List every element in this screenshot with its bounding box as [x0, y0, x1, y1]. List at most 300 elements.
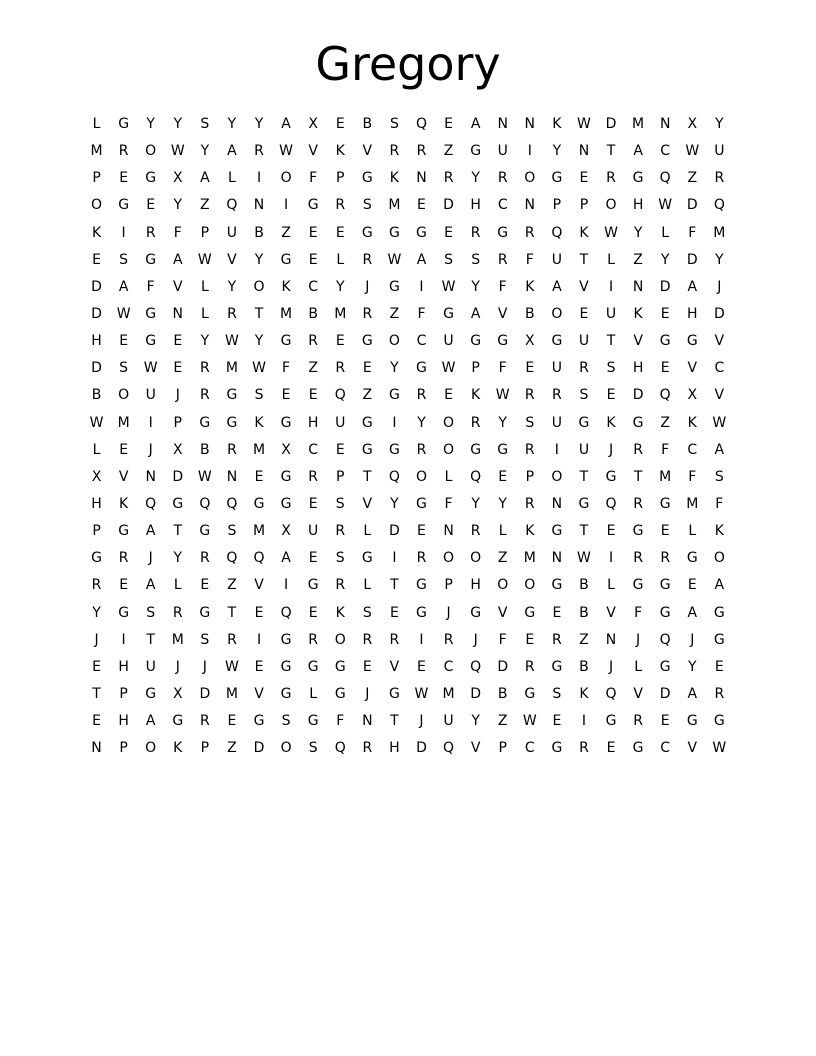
grid-letter: Q [659, 631, 671, 648]
grid-letter: J [636, 631, 641, 648]
grid-letter: V [254, 577, 264, 594]
grid-letter: W [89, 414, 104, 431]
grid-letter: J [94, 631, 99, 648]
grid-letter: E [660, 713, 670, 730]
grid-letter: S [444, 251, 453, 268]
grid-letter: C [416, 333, 427, 350]
grid-letter: W [143, 360, 158, 377]
grid-letter: F [309, 170, 318, 187]
grid-letter: E [525, 631, 535, 648]
grid-letter: Z [660, 414, 670, 431]
grid-letter: T [254, 306, 264, 323]
grid-letter: I [256, 170, 262, 187]
grid-letter: G [659, 604, 671, 621]
grid-letter: Y [227, 278, 237, 295]
grid-letter: R [199, 550, 210, 567]
grid-letter: O [443, 441, 455, 458]
grid-letter: X [281, 523, 291, 540]
grid-letter: L [200, 278, 209, 295]
grid-letter: T [363, 468, 372, 485]
grid-letter: R [497, 251, 508, 268]
grid-letter: L [444, 468, 453, 485]
grid-letter: A [416, 251, 427, 268]
grid-letter: X [172, 686, 183, 703]
grid-letter: G [470, 441, 482, 458]
grid-letter: T [92, 686, 101, 703]
grid-letter: N [145, 468, 156, 485]
grid-letter: K [335, 143, 345, 160]
grid-letter: C [497, 197, 508, 214]
grid-letter: D [389, 523, 400, 540]
grid-letter: J [446, 604, 451, 621]
grid-letter: R [118, 550, 129, 567]
grid-letter: D [713, 306, 725, 323]
grid-letter: C [660, 740, 671, 757]
grid-row [83, 220, 733, 247]
grid-letter: E [417, 197, 426, 214]
grid-letter: L [688, 523, 697, 540]
grid-letter: G [226, 414, 238, 431]
grid-letter: W [225, 333, 239, 350]
grid-letter: I [581, 713, 587, 730]
grid-letter: G [280, 333, 292, 350]
grid-letter: T [633, 468, 643, 485]
grid-letter: S [119, 251, 129, 268]
grid-letter: R [524, 496, 535, 513]
grid-letter: M [252, 523, 266, 540]
grid-letter: Q [659, 170, 671, 187]
grid-letter: E [308, 251, 318, 268]
grid-letter: A [687, 686, 698, 703]
grid-letter: J [690, 631, 695, 648]
grid-letter: E [606, 740, 616, 757]
grid-letter: Y [660, 251, 670, 268]
grid-letter: V [389, 658, 400, 675]
grid-letter: G [497, 441, 509, 458]
grid-letter: R [227, 306, 237, 323]
grid-letter: R [308, 631, 319, 648]
grid-letter: K [687, 414, 697, 431]
grid-letter: G [334, 658, 346, 675]
grid-letter: G [307, 197, 319, 214]
grid-letter: J [608, 658, 614, 675]
grid-letter: K [525, 523, 535, 540]
grid-letter: V [687, 740, 698, 757]
grid-letter: W [197, 251, 212, 268]
grid-letter: D [686, 197, 698, 214]
grid-letter: P [498, 740, 507, 757]
grid-letter: A [281, 550, 291, 567]
grid-letter: Q [253, 550, 265, 567]
grid-letter: G [388, 387, 400, 404]
grid-letter: H [470, 577, 481, 594]
grid-letter: O [551, 468, 563, 485]
grid-letter: U [551, 251, 562, 268]
grid-letter: J [365, 278, 370, 295]
grid-letter: I [121, 224, 126, 241]
grid-letter: A [145, 523, 156, 540]
grid-letter: E [254, 604, 264, 621]
grid-letter: D [416, 740, 427, 757]
grid-row [83, 355, 733, 382]
grid-letter: R [335, 523, 346, 540]
grid-letter: E [119, 577, 129, 594]
grid-letter: D [172, 468, 184, 485]
grid-letter: R [714, 686, 725, 703]
grid-letter: M [117, 414, 130, 431]
grid-letter: B [579, 658, 589, 675]
grid-letter: C [308, 278, 319, 295]
grid-letter: Y [498, 496, 507, 513]
grid-letter: K [633, 306, 643, 323]
grid-letter: A [172, 251, 183, 268]
grid-letter: P [119, 740, 128, 757]
grid-letter: P [119, 686, 128, 703]
grid-letter: G [605, 468, 617, 485]
grid-letter: J [202, 658, 207, 675]
grid-letter: Y [471, 713, 480, 730]
grid-letter: W [441, 278, 456, 295]
grid-letter: F [146, 278, 155, 295]
grid-letter: H [389, 740, 400, 757]
grid-letter: F [417, 306, 426, 323]
grid-letter: R [335, 577, 346, 594]
grid-letter: O [280, 170, 292, 187]
grid-letter: G [551, 658, 563, 675]
grid-letter: W [387, 251, 402, 268]
grid-letter: S [281, 713, 291, 730]
grid-letter: T [227, 604, 237, 621]
grid-letter: R [524, 224, 535, 241]
grid-letter: E [660, 360, 670, 377]
grid-letter: F [715, 496, 724, 513]
grid-letter: E [119, 441, 129, 458]
grid-letter: T [606, 143, 616, 160]
grid-letter: I [392, 414, 397, 431]
grid-letter: G [497, 333, 509, 350]
grid-letter: O [415, 468, 427, 485]
grid-letter: N [226, 468, 238, 485]
grid-letter: D [253, 740, 265, 757]
grid-letter: T [579, 251, 589, 268]
grid-letter: W [604, 224, 618, 241]
grid-letter: M [171, 631, 184, 648]
grid-letter: D [659, 686, 671, 703]
grid-letter: D [91, 360, 102, 377]
grid-letter: F [173, 224, 182, 241]
grid-letter: Z [362, 387, 373, 404]
grid-letter: M [280, 306, 293, 323]
grid-letter: X [687, 116, 698, 133]
grid-letter: G [470, 143, 482, 160]
grid-letter: W [712, 740, 727, 757]
grid-letter: G [632, 523, 644, 540]
grid-letter: O [443, 414, 455, 431]
grid-letter: E [444, 224, 453, 241]
grid-letter: L [173, 577, 182, 594]
grid-letter: E [525, 360, 535, 377]
grid-letter: S [146, 604, 156, 621]
grid-letter: F [525, 251, 534, 268]
grid-letter: T [390, 577, 399, 594]
grid-letter: G [280, 468, 292, 485]
grid-letter: G [145, 170, 157, 187]
grid-letter: C [443, 658, 454, 675]
grid-letter: D [91, 306, 102, 323]
grid-letter: G [361, 550, 373, 567]
grid-letter: E [687, 577, 697, 594]
grid-letter: E [308, 604, 318, 621]
grid-letter: N [416, 170, 427, 187]
word-search-grid [83, 111, 733, 762]
grid-letter: A [227, 143, 237, 160]
grid-letter: D [686, 251, 698, 268]
grid-letter: E [173, 360, 183, 377]
grid-letter: X [281, 441, 291, 458]
grid-letter: G [118, 116, 130, 133]
grid-letter: E [92, 713, 101, 730]
grid-letter: E [579, 306, 589, 323]
grid-letter: O [551, 306, 563, 323]
grid-letter: R [497, 170, 508, 187]
grid-letter: W [577, 116, 591, 133]
grid-letter: P [200, 224, 210, 241]
grid-letter: G [686, 333, 698, 350]
grid-row [83, 274, 733, 301]
grid-letter: F [498, 631, 507, 648]
grid-letter: R [443, 631, 454, 648]
grid-letter: R [552, 387, 562, 404]
grid-letter: V [362, 143, 373, 160]
grid-letter: E [552, 713, 562, 730]
grid-letter: H [632, 360, 644, 377]
grid-letter: T [390, 713, 399, 730]
grid-letter: E [498, 468, 508, 485]
grid-letter: I [284, 197, 289, 214]
grid-letter: R [579, 360, 589, 377]
grid-letter: A [687, 604, 698, 621]
grid-letter: S [335, 496, 345, 513]
grid-letter: P [525, 468, 535, 485]
grid-letter: G [632, 577, 644, 594]
grid-letter: C [524, 740, 535, 757]
grid-letter: C [660, 143, 671, 160]
grid-letter: E [335, 224, 345, 241]
grid-letter: R [714, 170, 725, 187]
grid-letter: M [523, 550, 536, 567]
grid-row [83, 545, 733, 572]
grid-letter: B [579, 577, 589, 594]
grid-letter: Q [199, 496, 211, 513]
grid-letter: G [199, 604, 211, 621]
grid-letter: I [608, 278, 614, 295]
grid-letter: G [280, 686, 292, 703]
grid-letter: I [148, 414, 153, 431]
grid-letter: Z [227, 740, 237, 757]
grid-letter: Z [308, 360, 318, 377]
grid-letter: G [713, 713, 725, 730]
grid-letter: Q [226, 496, 238, 513]
grid-letter: G [361, 441, 373, 458]
grid-letter: H [470, 197, 481, 214]
grid-letter: E [308, 387, 318, 404]
grid-letter: N [659, 116, 671, 133]
grid-letter: Y [498, 414, 507, 431]
grid-letter: E [335, 441, 345, 458]
grid-letter: T [606, 333, 616, 350]
grid-letter: S [579, 387, 589, 404]
grid-letter: G [361, 170, 373, 187]
grid-letter: O [470, 550, 482, 567]
grid-letter: M [686, 496, 699, 513]
grid-letter: H [632, 197, 644, 214]
grid-letter: G [551, 170, 563, 187]
grid-letter: Q [659, 387, 671, 404]
grid-letter: N [632, 278, 644, 295]
grid-letter: X [172, 441, 183, 458]
grid-letter: G [416, 577, 427, 594]
grid-letter: V [118, 468, 129, 485]
grid-letter: U [335, 414, 346, 431]
grid-letter: E [552, 604, 562, 621]
grid-row [83, 708, 733, 735]
grid-letter: D [199, 686, 211, 703]
grid-letter: G [524, 686, 536, 703]
grid-letter: R [416, 441, 427, 458]
grid-letter: R [470, 414, 481, 431]
grid-letter: W [225, 658, 239, 675]
grid-letter: R [389, 631, 400, 648]
grid-letter: L [607, 251, 615, 268]
grid-letter: R [308, 333, 319, 350]
grid-letter: K [714, 523, 724, 540]
grid-letter: Y [417, 414, 426, 431]
grid-letter: J [717, 278, 722, 295]
grid-letter: F [336, 713, 345, 730]
grid-letter: L [363, 577, 372, 594]
grid-letter: R [362, 306, 373, 323]
grid-letter: E [714, 658, 724, 675]
grid-letter: Q [280, 604, 292, 621]
grid-letter: Y [335, 278, 345, 295]
grid-letter: U [145, 658, 156, 675]
grid-letter: R [362, 251, 373, 268]
grid-letter: H [686, 306, 698, 323]
grid-letter: Y [633, 224, 643, 241]
grid-letter: E [92, 658, 101, 675]
grid-letter: N [497, 116, 508, 133]
grid-letter: Q [551, 224, 563, 241]
grid-letter: Z [497, 713, 508, 730]
grid-letter: V [172, 278, 183, 295]
grid-letter: Y [715, 251, 724, 268]
grid-letter: E [254, 658, 264, 675]
grid-letter: I [121, 631, 126, 648]
grid-letter: Y [471, 278, 480, 295]
grid-letter: M [225, 686, 238, 703]
grid-letter: R [145, 224, 156, 241]
grid-letter: R [199, 360, 210, 377]
grid-row [83, 138, 733, 165]
grid-letter: R [199, 713, 210, 730]
grid-letter: I [419, 278, 424, 295]
grid-letter: B [524, 306, 535, 323]
grid-letter: Z [687, 170, 698, 187]
grid-letter: G [470, 333, 482, 350]
grid-letter: E [660, 523, 670, 540]
grid-letter: D [443, 197, 454, 214]
grid-letter: O [605, 197, 617, 214]
grid-letter: Z [389, 306, 400, 323]
grid-letter: K [471, 387, 481, 404]
grid-row [83, 382, 733, 409]
grid-letter: E [308, 550, 318, 567]
grid-letter: S [227, 523, 237, 540]
grid-letter: O [497, 577, 509, 594]
grid-letter: K [389, 170, 399, 187]
grid-row [83, 654, 733, 681]
grid-letter: U [226, 224, 238, 241]
grid-letter: G [199, 414, 211, 431]
grid-letter: G [659, 658, 671, 675]
grid-letter: K [606, 414, 616, 431]
grid-letter: U [145, 387, 156, 404]
grid-letter: R [362, 631, 373, 648]
grid-letter: E [444, 116, 453, 133]
grid-letter: G [361, 333, 373, 350]
grid-letter: K [579, 686, 589, 703]
grid-row [83, 735, 733, 762]
grid-letter: N [91, 740, 102, 757]
grid-letter: E [417, 658, 426, 675]
grid-letter: E [606, 387, 616, 404]
grid-letter: M [252, 441, 266, 458]
grid-letter: S [335, 550, 345, 567]
grid-letter: R [91, 577, 102, 594]
grid-letter: Q [605, 686, 617, 703]
grid-letter: A [281, 116, 291, 133]
grid-letter: Y [254, 251, 264, 268]
grid-letter: E [173, 333, 183, 350]
grid-letter: J [419, 713, 424, 730]
grid-letter: M [632, 116, 645, 133]
grid-letter: W [522, 713, 537, 730]
grid-letter: Q [470, 658, 482, 675]
grid-letter: L [607, 577, 615, 594]
grid-letter: G [713, 604, 725, 621]
grid-letter: O [145, 143, 157, 160]
grid-letter: Q [388, 468, 400, 485]
grid-row [83, 410, 733, 437]
grid-letter: R [416, 143, 427, 160]
grid-letter: R [470, 224, 481, 241]
grid-letter: P [471, 360, 480, 377]
grid-letter: Y [254, 333, 264, 350]
grid-letter: G [307, 713, 319, 730]
grid-letter: G [659, 496, 671, 513]
grid-letter: N [362, 713, 373, 730]
grid-letter: J [365, 686, 370, 703]
grid-letter: E [119, 333, 129, 350]
grid-letter: B [200, 441, 210, 458]
grid-letter: V [308, 143, 318, 160]
grid-letter: K [91, 224, 102, 241]
grid-letter: R [633, 550, 643, 567]
grid-letter: X [687, 387, 698, 404]
grid-letter: P [92, 170, 101, 187]
grid-letter: M [334, 306, 347, 323]
grid-letter: J [148, 550, 153, 567]
